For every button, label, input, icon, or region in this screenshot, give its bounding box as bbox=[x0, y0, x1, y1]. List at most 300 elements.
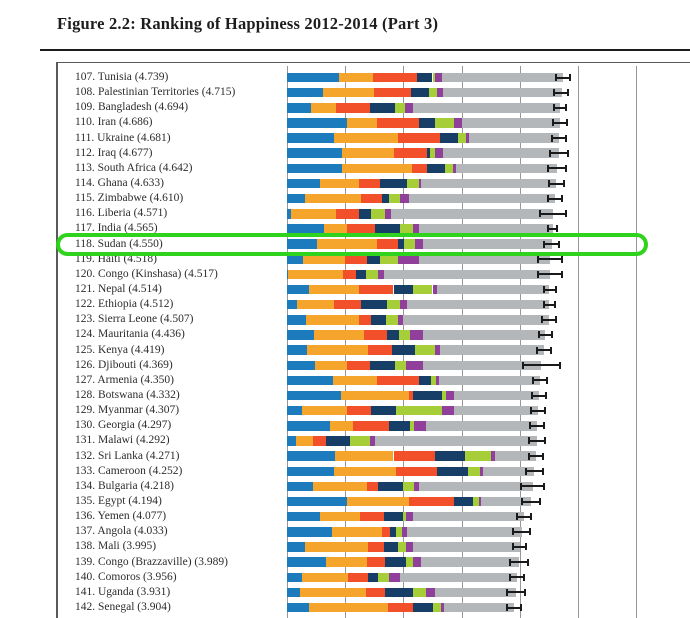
error-bar-cap-right bbox=[565, 210, 567, 217]
error-bar bbox=[552, 137, 566, 139]
bar-segment-blue bbox=[287, 103, 311, 113]
bar-segment-blue bbox=[287, 391, 341, 401]
bar-segment-green bbox=[465, 451, 491, 461]
bar-segment-purple bbox=[398, 254, 419, 264]
bar-segment-red bbox=[388, 603, 413, 613]
error-bar-cap-left bbox=[520, 483, 522, 490]
error-bar bbox=[510, 561, 527, 563]
row-label-133: 133. Cameroon (4.252) bbox=[75, 464, 183, 477]
bar-segment-orange bbox=[326, 557, 367, 567]
bar-segment-green bbox=[387, 300, 400, 310]
bar-segment-red bbox=[382, 527, 390, 537]
bar-segment-red bbox=[377, 376, 418, 386]
bar-segment-red bbox=[359, 285, 394, 295]
bar-segment-orange bbox=[342, 164, 411, 174]
bar-segment-blue bbox=[287, 542, 305, 552]
error-bar-cap-left bbox=[547, 225, 549, 232]
error-bar-cap-left bbox=[541, 316, 543, 323]
error-bar bbox=[530, 425, 544, 427]
error-bar-cap-left bbox=[539, 210, 541, 217]
bar-segment-orange bbox=[334, 467, 397, 477]
bar-segment-purple bbox=[414, 421, 426, 431]
bar-segment-green bbox=[429, 88, 437, 98]
error-bar-cap-left bbox=[522, 362, 524, 369]
bar-segment-orange bbox=[323, 88, 374, 98]
bar-segment-purple bbox=[400, 194, 409, 204]
bar-segment-blue bbox=[287, 285, 309, 295]
bar-segment-blue bbox=[287, 603, 309, 613]
error-bar-cap-right bbox=[545, 392, 547, 399]
bar-segment-green bbox=[403, 482, 415, 492]
bar-segment-red bbox=[396, 467, 436, 477]
bar-segment-orange bbox=[347, 118, 377, 128]
row-label-135: 135. Egypt (4.194) bbox=[75, 495, 162, 508]
error-bar-cap-right bbox=[561, 271, 563, 278]
bar-segment-green bbox=[350, 436, 370, 446]
bar-segment-red bbox=[366, 588, 386, 598]
error-bar-cap-right bbox=[529, 528, 531, 535]
bar-segment-purple bbox=[400, 300, 408, 310]
error-bar bbox=[507, 607, 521, 609]
row-label-114: 114. Ghana (4.633) bbox=[75, 177, 164, 189]
row-label-117: 117. India (4.565) bbox=[75, 222, 158, 235]
error-bar-cap-left bbox=[552, 119, 554, 126]
error-bar-cap-right bbox=[565, 165, 567, 172]
bar-segment-green bbox=[406, 557, 413, 567]
bar-segment-orange bbox=[311, 103, 337, 113]
row-label-132: 132. Sri Lanka (4.271) bbox=[75, 449, 180, 462]
error-bar-cap-left bbox=[506, 589, 508, 596]
bar-segment-gray bbox=[440, 345, 544, 355]
bar-segment-blue bbox=[287, 588, 300, 598]
error-bar-cap-right bbox=[556, 225, 558, 232]
bar-segment-navy bbox=[435, 451, 465, 461]
row-label-113: 113. South Africa (4.642) bbox=[75, 161, 193, 174]
bar-segment-purple bbox=[435, 73, 443, 83]
error-bar-cap-right bbox=[567, 150, 569, 157]
error-bar-cap-right bbox=[542, 453, 544, 460]
gridline-x5 bbox=[578, 66, 579, 618]
error-bar-cap-left bbox=[516, 513, 518, 520]
bar-segment-navy bbox=[387, 330, 400, 340]
bar-segment-navy bbox=[385, 557, 407, 567]
row-label-129: 129. Myanmar (4.307) bbox=[75, 404, 180, 417]
bar-segment-orange bbox=[333, 376, 377, 386]
error-bar-cap-left bbox=[525, 468, 527, 475]
bar-segment-gray bbox=[423, 330, 545, 340]
bar-segment-navy bbox=[411, 88, 429, 98]
bar-segment-green bbox=[415, 345, 435, 355]
bar-segment-blue bbox=[287, 194, 305, 204]
row-label-142: 142. Senegal (3.904) bbox=[75, 601, 171, 614]
bar-segment-gray bbox=[407, 527, 521, 537]
row-label-112: 112. Iraq (4.677) bbox=[75, 146, 153, 159]
bar-segment-red bbox=[377, 118, 418, 128]
bar-segment-purple bbox=[406, 542, 413, 552]
bar-segment-orange bbox=[300, 588, 366, 598]
bar-segment-purple bbox=[410, 330, 423, 340]
bar-segment-red bbox=[394, 148, 428, 158]
error-bar bbox=[533, 379, 547, 381]
bar-segment-green bbox=[371, 209, 384, 219]
error-bar bbox=[529, 455, 543, 457]
bar-segment-orange bbox=[297, 300, 334, 310]
bar-segment-blue bbox=[287, 376, 333, 386]
bar-segment-gray bbox=[413, 103, 560, 113]
bar-segment-navy bbox=[370, 103, 395, 113]
bar-segment-blue bbox=[287, 345, 307, 355]
error-bar bbox=[556, 77, 570, 79]
bar-segment-red bbox=[368, 345, 391, 355]
error-bar-cap-right bbox=[520, 604, 522, 611]
bar-segment-green bbox=[398, 542, 406, 552]
error-bar-cap-left bbox=[547, 195, 549, 202]
error-bar-cap-left bbox=[531, 392, 533, 399]
bar-segment-purple bbox=[389, 573, 399, 583]
row-label-140: 140. Comoros (3.956) bbox=[75, 570, 177, 583]
bar-segment-blue bbox=[287, 527, 332, 537]
error-bar-cap-left bbox=[537, 271, 539, 278]
bar-segment-gray bbox=[421, 179, 557, 189]
bar-segment-navy bbox=[361, 300, 386, 310]
bar-segment-purple bbox=[426, 588, 435, 598]
row-label-134: 134. Bulgaria (4.218) bbox=[75, 479, 175, 492]
title-underline bbox=[40, 49, 690, 51]
row-label-141: 141. Uganda (3.931) bbox=[75, 585, 171, 598]
error-bar-cap-right bbox=[546, 377, 548, 384]
bar-segment-gray bbox=[419, 254, 550, 264]
bar-segment-red bbox=[368, 542, 383, 552]
error-bar bbox=[526, 470, 543, 472]
row-label-109: 109. Bangladesh (4.694) bbox=[75, 101, 189, 114]
bar-segment-blue bbox=[287, 73, 339, 83]
error-bar-cap-left bbox=[529, 422, 531, 429]
bar-segment-purple bbox=[405, 103, 413, 113]
bar-segment-green bbox=[389, 194, 400, 204]
bar-segment-blue bbox=[287, 133, 334, 143]
bar-segment-green bbox=[380, 254, 398, 264]
bar-segment-orange bbox=[330, 421, 353, 431]
bar-segment-red bbox=[347, 361, 370, 371]
bar-segment-green bbox=[468, 467, 480, 477]
bar-segment-orange bbox=[313, 482, 367, 492]
bar-segment-orange bbox=[309, 285, 359, 295]
bar-segment-navy bbox=[359, 209, 372, 219]
error-bar-cap-right bbox=[555, 316, 557, 323]
bar-segment-navy bbox=[384, 542, 399, 552]
bar-segment-orange bbox=[288, 270, 343, 280]
row-label-110: 110. Iran (4.686) bbox=[75, 116, 153, 129]
bar-segment-red bbox=[398, 133, 440, 143]
bar-segment-gray bbox=[407, 300, 549, 310]
bar-segment-red bbox=[361, 194, 383, 204]
bar-segment-blue bbox=[287, 148, 342, 158]
row-label-130: 130. Georgia (4.297) bbox=[75, 419, 172, 432]
error-bar-cap-right bbox=[554, 301, 556, 308]
error-bar bbox=[537, 349, 551, 351]
bar-segment-blue bbox=[287, 254, 303, 264]
bar-segment-purple bbox=[442, 406, 454, 416]
bar-segment-purple bbox=[435, 148, 443, 158]
bar-segment-orange bbox=[305, 194, 361, 204]
bar-segment-orange bbox=[303, 254, 345, 264]
error-bar bbox=[513, 531, 530, 533]
bar-segment-blue bbox=[287, 557, 326, 567]
row-label-108: 108. Palestinian Territories (4.715) bbox=[75, 86, 236, 99]
row-label-137: 137. Angola (4.033) bbox=[75, 525, 168, 538]
error-bar-cap-right bbox=[567, 89, 569, 96]
sudan-highlight-box bbox=[56, 233, 648, 256]
bar-segment-navy bbox=[326, 436, 350, 446]
error-bar-cap-right bbox=[565, 104, 567, 111]
bar-segment-red bbox=[409, 497, 454, 507]
error-bar-cap-right bbox=[544, 407, 546, 414]
bar-segment-navy bbox=[371, 406, 396, 416]
error-bar-cap-right bbox=[561, 195, 563, 202]
error-bar bbox=[548, 198, 562, 200]
bar-segment-blue bbox=[287, 118, 347, 128]
error-bar-cap-left bbox=[548, 180, 550, 187]
bar-segment-gray bbox=[469, 133, 559, 143]
error-bar bbox=[510, 576, 524, 578]
bar-segment-red bbox=[374, 88, 411, 98]
bar-segment-navy bbox=[419, 118, 435, 128]
bar-segment-orange bbox=[307, 345, 368, 355]
row-label-121: 121. Nepal (4.514) bbox=[75, 283, 162, 296]
bar-segment-blue bbox=[287, 497, 347, 507]
plot-frame-left bbox=[56, 62, 58, 618]
bar-segment-gray bbox=[462, 118, 560, 128]
bar-segment-red bbox=[334, 300, 362, 310]
error-bar-cap-left bbox=[543, 301, 545, 308]
bar-segment-gray bbox=[439, 376, 540, 386]
error-bar-cap-right bbox=[565, 135, 567, 142]
bar-segment-navy bbox=[437, 467, 468, 477]
bar-segment-navy bbox=[382, 194, 389, 204]
error-bar bbox=[531, 410, 545, 412]
error-bar-cap-right bbox=[543, 483, 545, 490]
bar-segment-red bbox=[336, 209, 358, 219]
bar-segment-red bbox=[394, 451, 435, 461]
bar-segment-navy bbox=[385, 588, 413, 598]
error-bar-cap-right bbox=[524, 589, 526, 596]
error-bar-cap-left bbox=[551, 135, 553, 142]
bar-segment-gray bbox=[419, 482, 532, 492]
bar-segment-orange bbox=[320, 512, 360, 522]
bar-segment-red bbox=[347, 406, 371, 416]
bar-segment-gray bbox=[442, 73, 562, 83]
bar-segment-gray bbox=[443, 88, 562, 98]
bar-segment-navy bbox=[368, 573, 378, 583]
error-bar bbox=[521, 485, 544, 487]
error-bar bbox=[538, 273, 561, 275]
bar-segment-blue bbox=[287, 512, 320, 522]
error-bar-cap-right bbox=[550, 347, 552, 354]
bar-segment-navy bbox=[417, 73, 433, 83]
bar-segment-gray bbox=[435, 588, 515, 598]
bar-segment-orange bbox=[291, 209, 336, 219]
bar-segment-orange bbox=[302, 573, 349, 583]
bar-segment-red bbox=[360, 512, 383, 522]
bar-segment-red bbox=[359, 179, 380, 189]
row-label-122: 122. Ethiopia (4.512) bbox=[75, 298, 174, 311]
row-label-111: 111. Ukraine (4.681) bbox=[75, 131, 171, 144]
bar-segment-orange bbox=[341, 391, 410, 401]
gridline-x6 bbox=[636, 66, 637, 618]
row-label-123: 123. Sierra Leone (4.507) bbox=[75, 313, 194, 326]
row-label-115: 115. Zimbabwe (4.610) bbox=[75, 192, 184, 205]
bar-segment-blue bbox=[287, 164, 342, 174]
error-bar-cap-right bbox=[523, 574, 525, 581]
bar-segment-orange bbox=[315, 361, 347, 371]
bar-segment-red bbox=[343, 270, 356, 280]
error-bar-cap-left bbox=[537, 256, 539, 263]
bar-segment-navy bbox=[380, 179, 407, 189]
bar-segment-gray bbox=[403, 315, 549, 325]
error-bar-cap-right bbox=[544, 437, 546, 444]
bar-segment-red bbox=[345, 254, 367, 264]
bar-segment-purple bbox=[413, 557, 421, 567]
bar-segment-gray bbox=[437, 285, 550, 295]
row-label-139: 139. Congo (Brazzaville) (3.989) bbox=[75, 555, 228, 568]
error-bar-cap-right bbox=[569, 74, 571, 81]
row-label-131: 131. Malawi (4.292) bbox=[75, 434, 170, 447]
error-bar bbox=[513, 546, 527, 548]
bar-segment-orange bbox=[306, 315, 359, 325]
bar-segment-purple bbox=[454, 118, 462, 128]
bar-segment-blue bbox=[287, 330, 314, 340]
error-bar-cap-left bbox=[512, 543, 514, 550]
error-bar-cap-right bbox=[551, 331, 553, 338]
error-bar-cap-right bbox=[530, 513, 532, 520]
bar-segment-red bbox=[348, 573, 368, 583]
bar-segment-green bbox=[395, 103, 405, 113]
error-bar-cap-left bbox=[553, 89, 555, 96]
error-bar-cap-right bbox=[527, 559, 529, 566]
error-bar bbox=[522, 501, 539, 503]
error-bar bbox=[507, 591, 524, 593]
bar-segment-navy bbox=[413, 603, 433, 613]
row-label-125: 125. Kenya (4.419) bbox=[75, 343, 165, 356]
row-label-118: 118. Sudan (4.550) bbox=[75, 237, 163, 250]
bar-segment-orange bbox=[302, 406, 347, 416]
bar-segment-blue bbox=[287, 421, 330, 431]
bar-segment-green bbox=[366, 270, 378, 280]
error-bar bbox=[529, 440, 545, 442]
bar-segment-gray bbox=[391, 209, 553, 219]
bar-segment-blue bbox=[287, 361, 315, 371]
error-bar bbox=[542, 319, 556, 321]
bar-segment-gray bbox=[454, 406, 538, 416]
bar-segment-navy bbox=[454, 497, 473, 507]
plot-frame-top bbox=[56, 62, 690, 63]
error-bar-cap-left bbox=[549, 150, 551, 157]
error-bar bbox=[538, 258, 561, 260]
bar-segment-orange bbox=[334, 133, 399, 143]
error-bar-cap-left bbox=[538, 331, 540, 338]
error-bar-cap-left bbox=[543, 286, 545, 293]
bar-segment-navy bbox=[394, 285, 414, 295]
bar-segment-navy bbox=[440, 133, 458, 143]
error-bar-cap-left bbox=[547, 165, 549, 172]
bar-segment-red bbox=[373, 73, 417, 83]
bar-segment-red bbox=[412, 164, 428, 174]
bar-segment-purple bbox=[406, 512, 413, 522]
bar-segment-green bbox=[433, 603, 441, 613]
bar-segment-orange bbox=[314, 330, 364, 340]
error-bar-cap-right bbox=[525, 543, 527, 550]
error-bar-cap-left bbox=[528, 453, 530, 460]
error-bar-cap-left bbox=[536, 347, 538, 354]
error-bar bbox=[548, 167, 565, 169]
error-bar-cap-left bbox=[553, 104, 555, 111]
bar-segment-navy bbox=[367, 254, 380, 264]
bar-segment-green bbox=[396, 406, 443, 416]
bar-segment-blue bbox=[287, 315, 306, 325]
bar-segment-red bbox=[367, 557, 385, 567]
bar-segment-blue bbox=[287, 406, 302, 416]
figure-title: Figure 2.2: Ranking of Happiness 2012-2014 (Part 3) bbox=[57, 14, 439, 33]
bar-segment-navy bbox=[384, 512, 404, 522]
bar-segment-green bbox=[435, 118, 454, 128]
bar-segment-orange bbox=[339, 73, 372, 83]
bar-segment-purple bbox=[446, 391, 454, 401]
error-bar bbox=[523, 364, 560, 366]
bar-segment-green bbox=[399, 330, 410, 340]
bar-segment-red bbox=[313, 436, 326, 446]
error-bar-cap-left bbox=[509, 559, 511, 566]
bar-segment-gray bbox=[426, 421, 537, 431]
bar-segment-red bbox=[359, 315, 371, 325]
error-bar bbox=[517, 516, 531, 518]
row-label-120: 120. Congo (Kinshasa) (4.517) bbox=[75, 267, 218, 280]
error-bar bbox=[540, 213, 567, 215]
bar-segment-green bbox=[395, 361, 405, 371]
bar-segment-orange bbox=[305, 542, 368, 552]
error-bar-cap-left bbox=[528, 437, 530, 444]
bar-segment-gray bbox=[375, 436, 536, 446]
error-bar bbox=[549, 183, 564, 185]
error-bar-cap-left bbox=[509, 574, 511, 581]
bar-segment-blue bbox=[287, 482, 313, 492]
bar-segment-navy bbox=[370, 361, 396, 371]
bar-segment-green bbox=[386, 315, 398, 325]
error-bar-cap-right bbox=[563, 180, 565, 187]
bar-segment-green bbox=[413, 285, 432, 295]
error-bar bbox=[553, 122, 567, 124]
bar-segment-navy bbox=[378, 482, 403, 492]
bar-segment-red bbox=[364, 330, 386, 340]
bar-segment-navy bbox=[389, 421, 409, 431]
error-bar-cap-left bbox=[555, 74, 557, 81]
bar-segment-purple bbox=[406, 361, 423, 371]
bar-segment-green bbox=[378, 573, 389, 583]
error-bar-cap-left bbox=[512, 528, 514, 535]
bar-segment-navy bbox=[427, 164, 444, 174]
bar-segment-blue bbox=[287, 573, 302, 583]
bar-segment-blue bbox=[287, 451, 335, 461]
bar-segment-orange bbox=[332, 527, 382, 537]
error-bar-cap-right bbox=[555, 286, 557, 293]
bar-segment-green bbox=[458, 133, 466, 143]
bar-segment-navy bbox=[392, 345, 415, 355]
error-bar-cap-left bbox=[506, 604, 508, 611]
bar-segment-gray bbox=[444, 603, 514, 613]
bar-segment-gray bbox=[443, 148, 559, 158]
error-bar bbox=[532, 395, 546, 397]
bar-segment-orange bbox=[296, 436, 313, 446]
bar-segment-red bbox=[353, 421, 389, 431]
